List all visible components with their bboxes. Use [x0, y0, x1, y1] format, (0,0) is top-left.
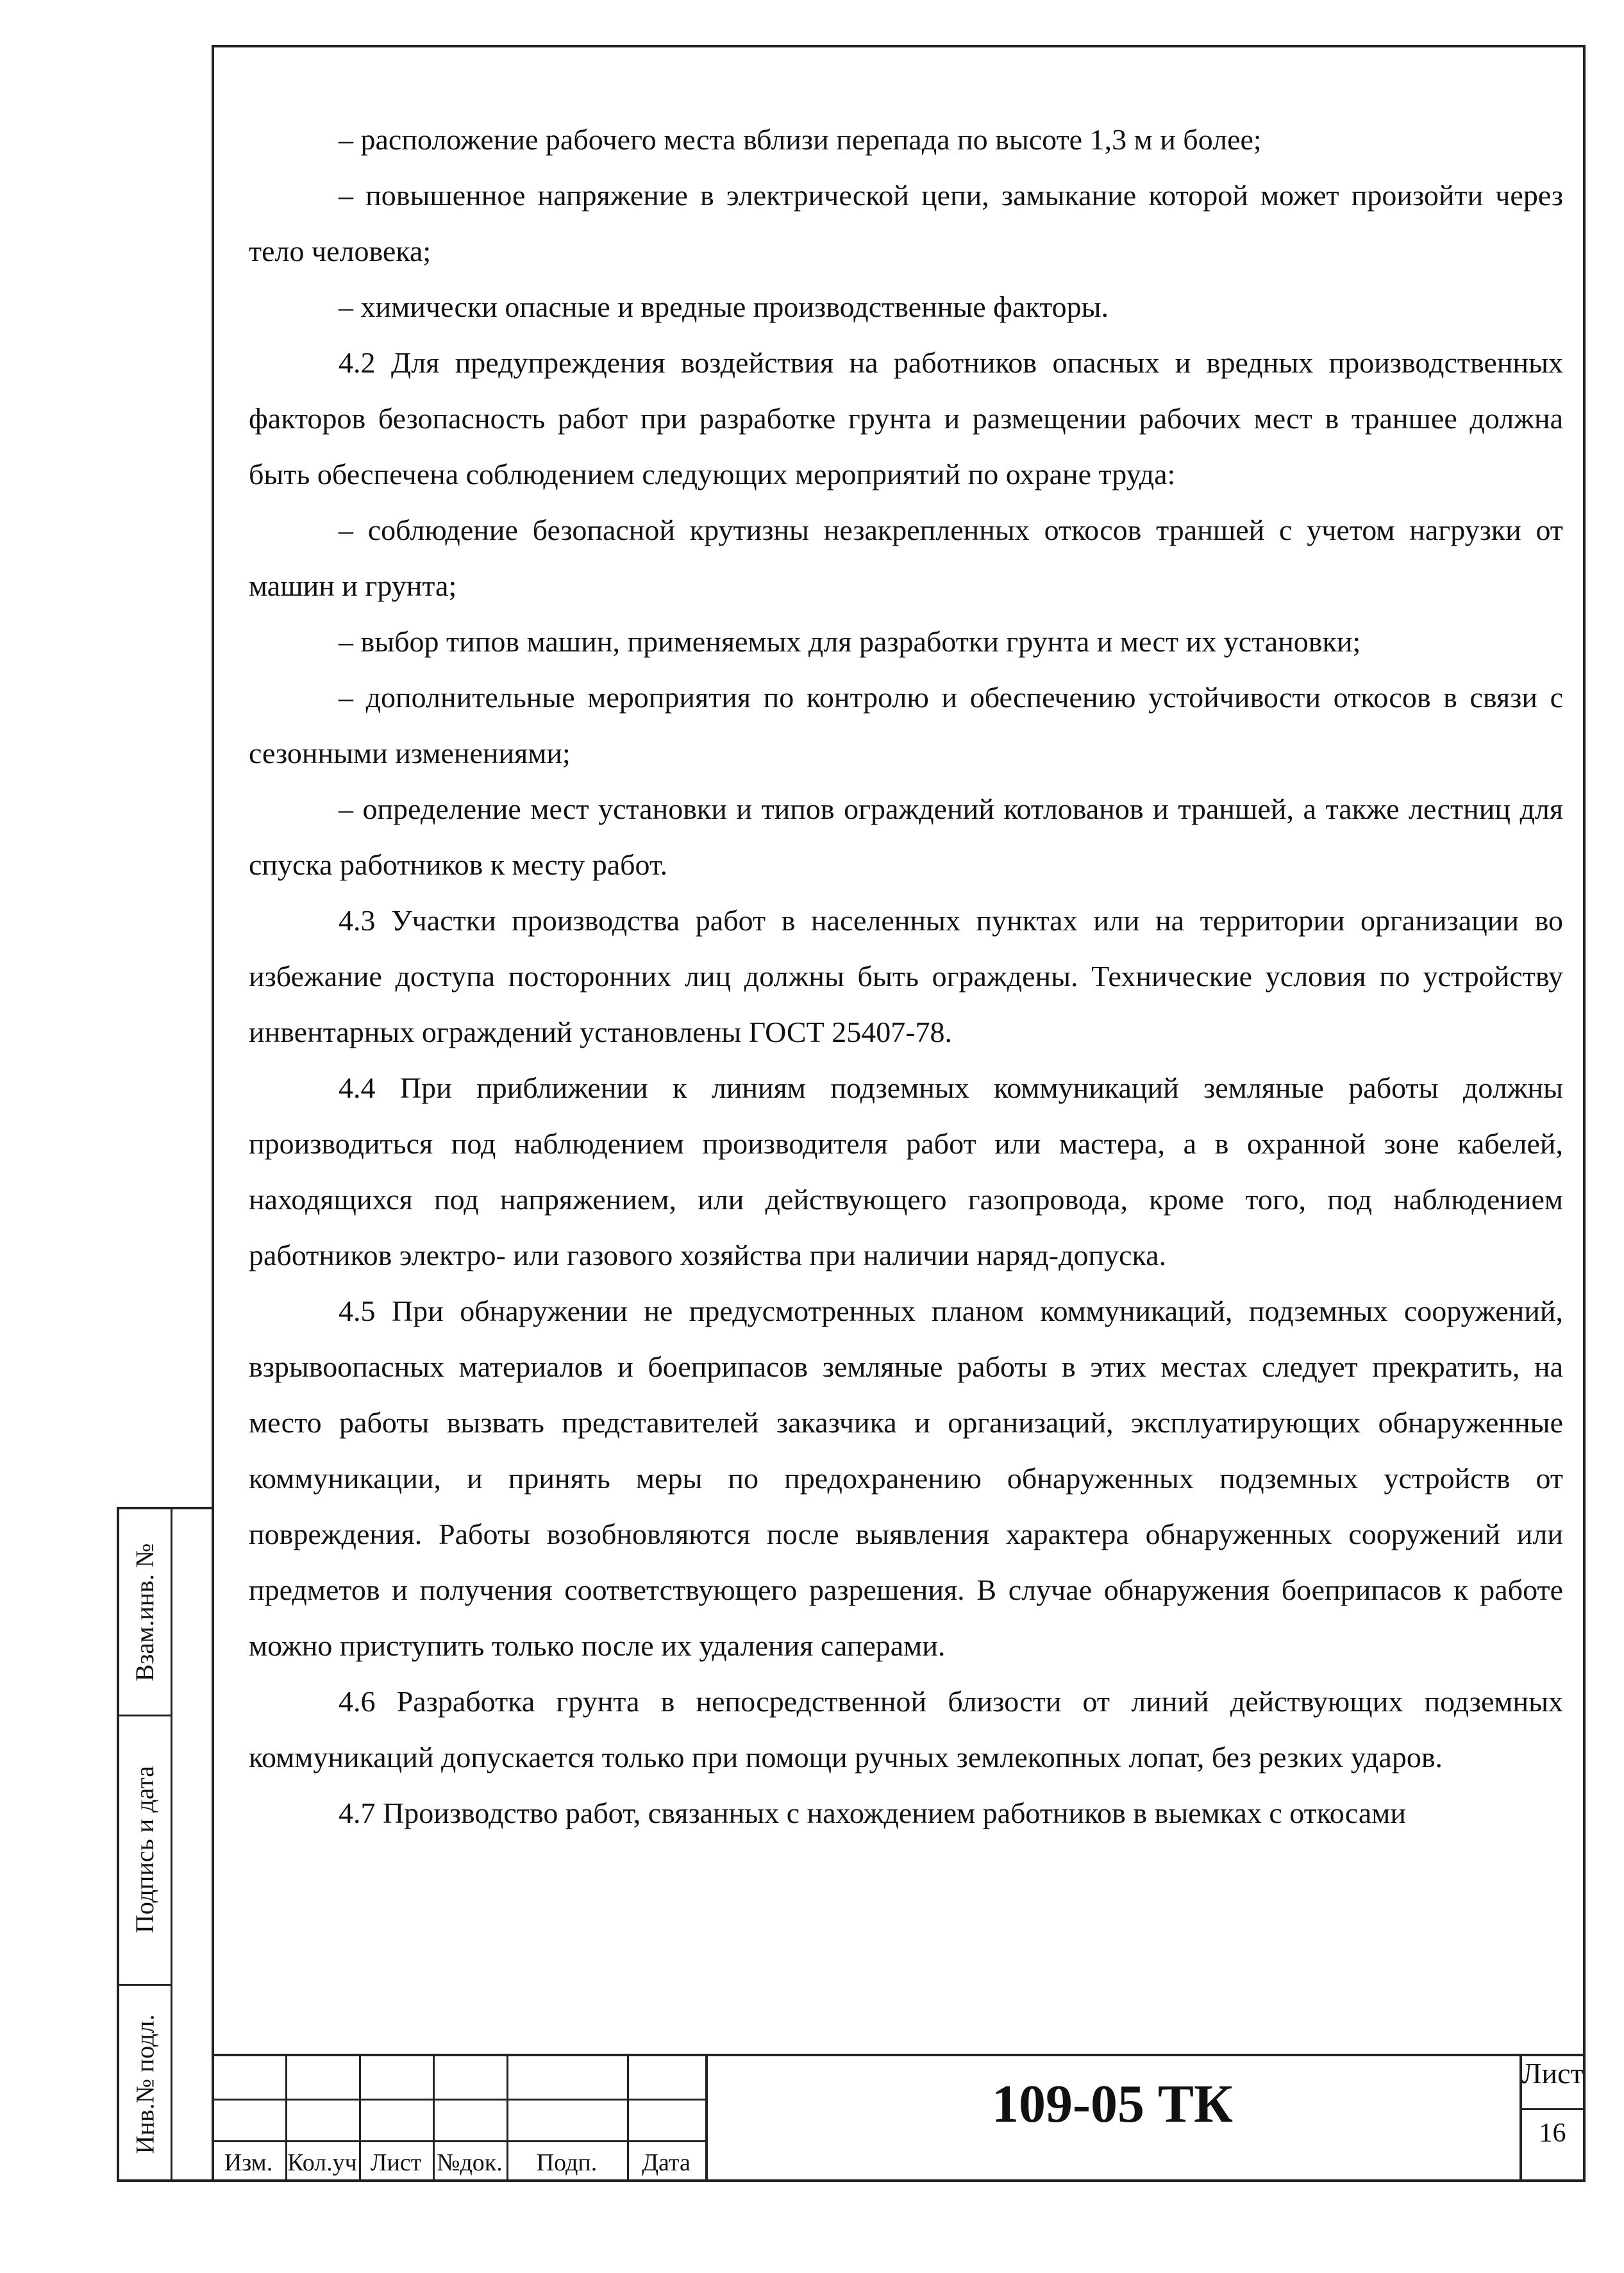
- col-izm-label: Изм.: [224, 2149, 273, 2176]
- document-body: [249, 112, 1563, 1841]
- col-kol-label: Кол.уч: [287, 2149, 357, 2176]
- list-item: – дополнительные мероприятия по контролю и обеспечению устойчивости откосов в связи с сезонными изменениями;: [249, 681, 1563, 769]
- sheet-number: 16: [1539, 2118, 1566, 2148]
- col-data-label: Дата: [642, 2149, 691, 2176]
- col-list-label: Лист: [370, 2149, 422, 2176]
- list-item: – повышенное напряжение в электрической цепи, замыкание которой может произойти через тело человека;: [249, 179, 1563, 267]
- list-item: – химически опасные и вредные производственные факторы.: [339, 290, 1109, 323]
- paragraph: 4.3 Участки производства работ в населенных пунктах или на территории организации во избежание доступа посторонних лиц должны быть ограждены. Технические условия по устройству инвентарных ограждений установлены ГОСТ 25407-78.: [249, 904, 1563, 1048]
- sheet-label: Лист: [1521, 2057, 1584, 2090]
- podpis-data-label: Подпись и дата: [130, 1765, 160, 1933]
- paragraph: 4.4 При приближении к линиям подземных коммуникаций земляные работы должны производиться под наблюдением производителя работ или мастера, а в охранной зоне кабелей, находящихся под напряжением, или действующего газопровода, кроме того, под наблюдением работников электро- или газового хозяйства при наличии наряд-допуска.: [249, 1071, 1563, 1271]
- document-code: 109-05 ТК: [992, 2074, 1233, 2134]
- list-item: – расположение рабочего места вблизи перепада по высоте 1,3 м и более;: [339, 123, 1262, 156]
- list-item: – определение мест установки и типов ограждений котлованов и траншей, а также лестниц для спуска работников к месту работ.: [249, 793, 1563, 881]
- paragraph: 4.2 Для предупреждения воздействия на работников опасных и вредных производственных факторов безопасность работ при разработке грунта и размещении рабочих мест в траншее должна быть обеспечена соблюдением следующих мероприятий по охране труда:: [249, 346, 1563, 491]
- list-item: – выбор типов машин, применяемых для разработки грунта и мест их установки;: [339, 625, 1361, 658]
- col-podp-label: Подп.: [536, 2149, 598, 2176]
- side-stamp: [117, 1507, 212, 2182]
- zam-inv-label: Взам.инв. №: [130, 1543, 160, 1681]
- col-ndok-label: №док.: [437, 2149, 503, 2176]
- list-item: – соблюдение безопасной крутизны незакрепленных откосов траншей с учетом нагрузки от машин и грунта;: [249, 514, 1563, 602]
- title-block: [212, 2054, 1586, 2182]
- paragraph: 4.7 Производство работ, связанных с нахождением работников в выемках с откосами: [339, 1797, 1407, 1829]
- side-divider: [171, 1509, 172, 2179]
- inv-podl-label: Инв.№ подл.: [130, 2014, 160, 2154]
- paragraph: 4.5 При обнаружении не предусмотренных планом коммуникаций, подземных сооружений, взрывоопасных материалов и боеприпасов земляные работы в этих местах следует прекратить, на место работы вызвать представителей заказчика и организаций, эксплуатирующих обнаруженные коммуникации, и принять меры по предохранению обнаруженных подземных устройств от повреждения. Работы возобновляются после выявления характера обнаруженных сооружений или предметов и получения соответствующего разрешения. В случае обнаружения боеприпасов к работе можно приступить только после их удаления саперами.: [249, 1295, 1563, 1662]
- paragraph: 4.6 Разработка грунта в непосредственной близости от линий действующих подземных коммуникаций допускается только при помощи ручных землекопных лопат, без резких ударов.: [249, 1685, 1563, 1774]
